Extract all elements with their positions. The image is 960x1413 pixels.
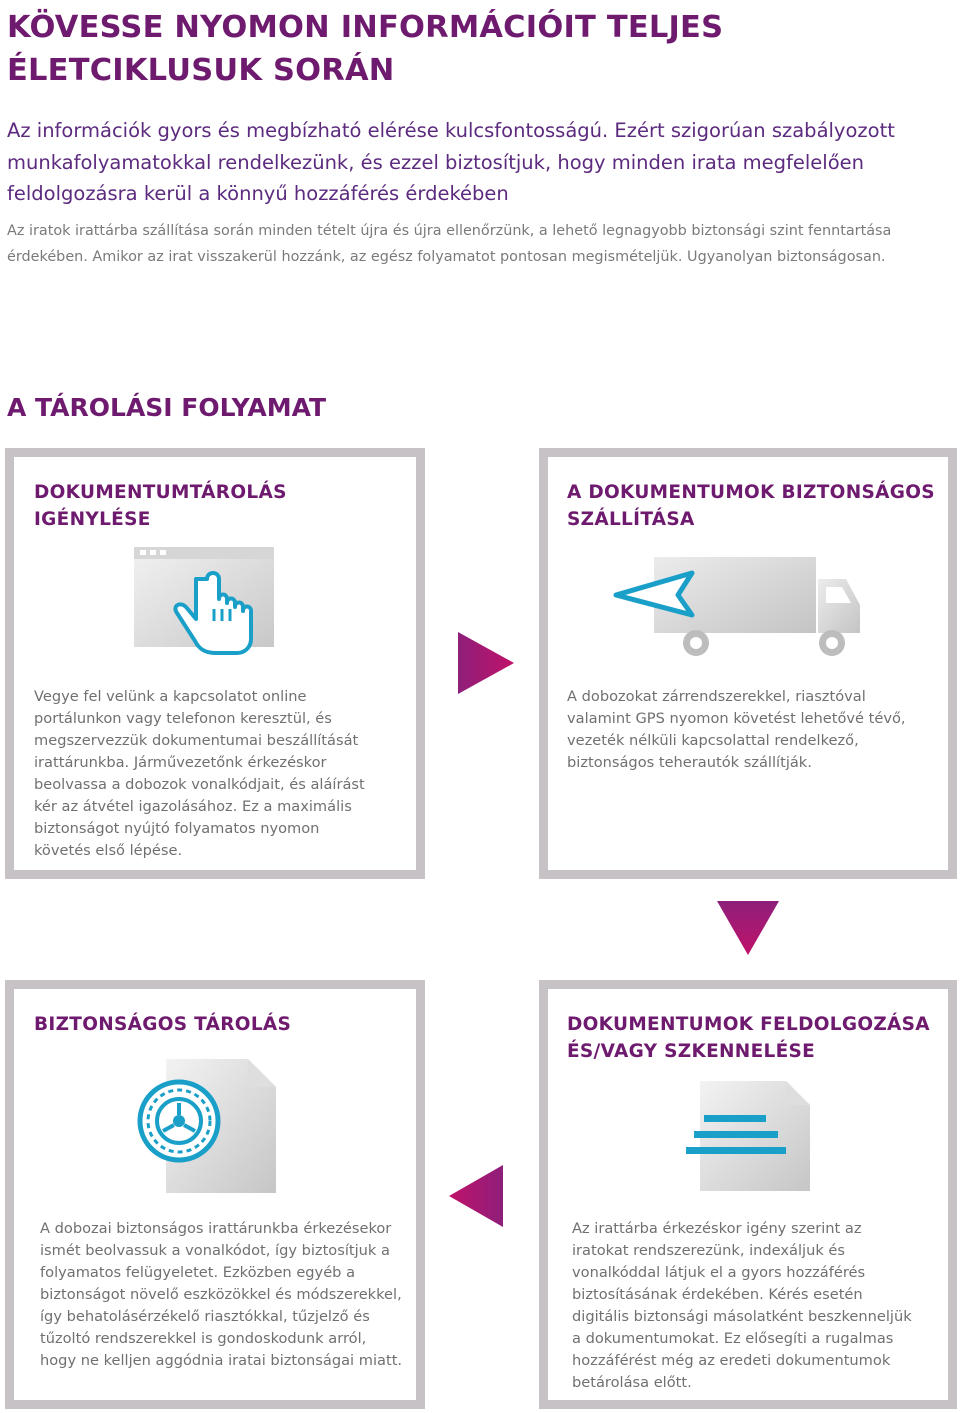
step-card-transport	[539, 448, 957, 879]
step-title: DOKUMENTUMTÁROLÁS IGÉNYLÉSE	[34, 482, 287, 530]
document-lines-icon	[686, 1081, 816, 1191]
step-description: Vegye fel velünk a kapcsolatot online portálunkon vagy telefonon keresztül, és megszervezzük dokumentumai beszállítását irattárunkba. Járművezetőnk érkezéskor beolvassa a dobozok vonalkódjait, és aláírást kér az átvétel igazolásához. Ez a maximális biztonságot nyújtó folyamatos nyomon követés első lépése.	[34, 688, 365, 859]
truck-icon	[616, 557, 866, 667]
intro-paragraph: Az iratok irattárba szállítása során minden tételt újra és újra ellenőrzünk, a lehető legnagyobb biztonsági szint fenntartása érdekében. Amikor az irat visszakerül hozzánk, az egész folyamatot pontosan megismételjük. Ugyanolyan biztonságosan.	[7, 223, 892, 265]
arrow-down-icon	[717, 901, 779, 955]
section-title: A TÁROLÁSI FOLYAMAT	[7, 393, 327, 422]
lead-paragraph: Az információk gyors és megbízható elérése kulcsfontosságú. Ezért szigorúan szabályozott munkafolyamatokkal rendelkezünk, és ezzel biztosítjuk, hogy minden irata megfelelően feldolgozásra kerül a könnyű hozzáférés érdekében	[7, 119, 895, 205]
step-description: A dobozokat zárrendszerekkel, riasztóval valamint GPS nyomon követést lehetővé tévő, vezeték nélküli kapcsolattal rendelkező, biztonságos teherautók szállítják.	[567, 688, 906, 771]
step-title: BIZTONSÁGOS TÁROLÁS	[34, 1014, 292, 1035]
page-title: KÖVESSE NYOMON INFORMÁCIÓIT TELJES ÉLETCIKLUSUK SORÁN	[7, 10, 724, 88]
step-title: DOKUMENTUMOK FELDOLGOZÁSA ÉS/VAGY SZKENNELÉSE	[567, 1014, 930, 1062]
arrow-left-icon	[449, 1165, 503, 1227]
step-card-storage	[5, 980, 425, 1409]
step-title: A DOKUMENTUMOK BIZTONSÁGOS SZÁLLÍTÁSA	[567, 482, 935, 530]
step-description: Az irattárba érkezéskor igény szerint az iratokat rendszerezünk, indexáljuk és vonalkóddal látjuk el a gyors hozzáférés biztosításának érdekében. Kérés esetén digitális biztonsági másolatként beszkenneljük a dokumentumokat. Ez elősegíti a rugalmas hozzáférést még az eredeti dokumentumok betárolása előtt.	[572, 1220, 912, 1391]
step-card-request	[5, 448, 425, 879]
vault-icon	[136, 1059, 286, 1199]
arrow-right-icon	[458, 632, 514, 694]
step-card-processing	[539, 980, 957, 1409]
step-description: A dobozai biztonságos irattárunkba érkezésekor ismét beolvassuk a vonalkódot, így biztosítjuk a folyamatos felügyeletet. Ezközben egyéb a biztonságot növelő eszközökkel és módszerekkel, így behatolásérzékelő riasztókkal, tűzjelző és tűzoltó rendszerekkel is gondoskodunk arról, hogy ne kelljen aggódnia iratai biztonságai miatt.	[40, 1220, 403, 1369]
hand-pointer-icon	[134, 539, 284, 659]
